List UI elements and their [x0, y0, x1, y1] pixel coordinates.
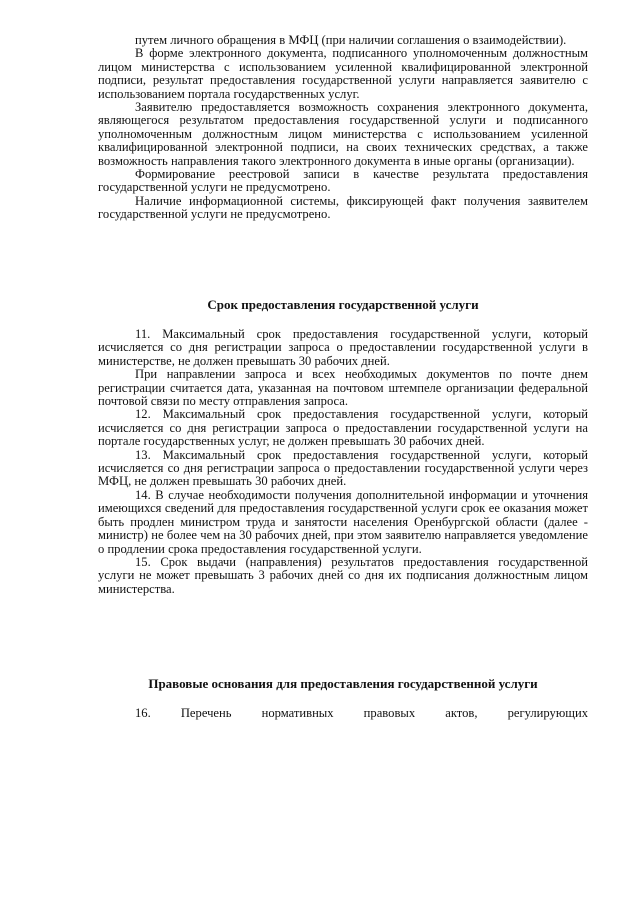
- paragraph-16: 16. Перечень нормативных правовых актов, регулирующих: [135, 706, 588, 720]
- paragraph-registry-record: Формирование реестровой записи в качестве результата предоставления государственной услуги не предусмотрено.: [98, 167, 588, 195]
- paragraph-14: 14. В случае необходимости получения дополнительной информации и уточнения имеющихся сведений для предоставления государственной услуги срок ее оказания может быть продлен министром труда и занятости населения Оренбургской области (далее - министр) не более чем на 30 рабочих дней, при этом заявителю направляется уведомление о продлении срока предоставления государственной услуги.: [98, 487, 588, 556]
- paragraph-11-mail: При направлении запроса и всех необходимых документов по почте днем регистрации считается дата, указанная на почтовом штемпеле организации федеральной почтовой связи по месту отправления запроса.: [98, 367, 588, 409]
- section-result-delivery: [98, 34, 588, 222]
- paragraph-information-system: Наличие информационной системы, фиксирующей факт получения заявителем государственной услуги не предусмотрено.: [98, 193, 588, 222]
- paragraph-electronic-document: В форме электронного документа, подписанного уполномоченным должностным лицом министерства с использованием усиленной квалифицированной электронной подписи, результат предоставления государственной услуги направляется заявителю с использованием портала государственных услуг.: [98, 46, 588, 101]
- heading-service-term: Срок предоставления государственной услуги: [207, 297, 479, 312]
- section-legal-basis: [98, 707, 588, 720]
- heading-legal-basis: Правовые основания для предоставления государственной услуги: [148, 676, 538, 691]
- paragraph-mfc: путем личного обращения в МФЦ (при наличии соглашения о взаимодействии).: [135, 33, 567, 47]
- paragraph-15: 15. Срок выдачи (направления) результатов предоставления государственной услуги не может превышать 3 рабочих дней со дня их подписания должностным лицом министерства.: [98, 554, 588, 596]
- paragraph-13: 13. Максимальный срок предоставления государственной услуги, который исчисляется со дня регистрации запроса о предоставлении государственной услуги через МФЦ, не должен превышать 30 рабочих дней.: [98, 447, 588, 489]
- paragraph-11: 11. Максимальный срок предоставления государственной услуги, который исчисляется со дня регистрации запроса о предоставлении государственной услуги в министерстве, не должен превышать 30 рабочих дней.: [98, 327, 588, 368]
- paragraph-save-document: Заявителю предоставляется возможность сохранения электронного документа, являющегося результатом предоставления государственной услуги и подписанного уполномоченным должностным лицом министерства с использованием усиленной квалифицированной электронной подписи, на своих технических средствах, а также возможность направления такого электронного документа в иные органы (организации).: [98, 100, 588, 168]
- paragraph-12: 12. Максимальный срок предоставления государственной услуги, который исчисляется со дня регистрации запроса о предоставлении государственной услуги на портале государственных услуг, не должен превышать 30 рабочих дней.: [98, 407, 588, 449]
- section-service-term: [98, 328, 588, 596]
